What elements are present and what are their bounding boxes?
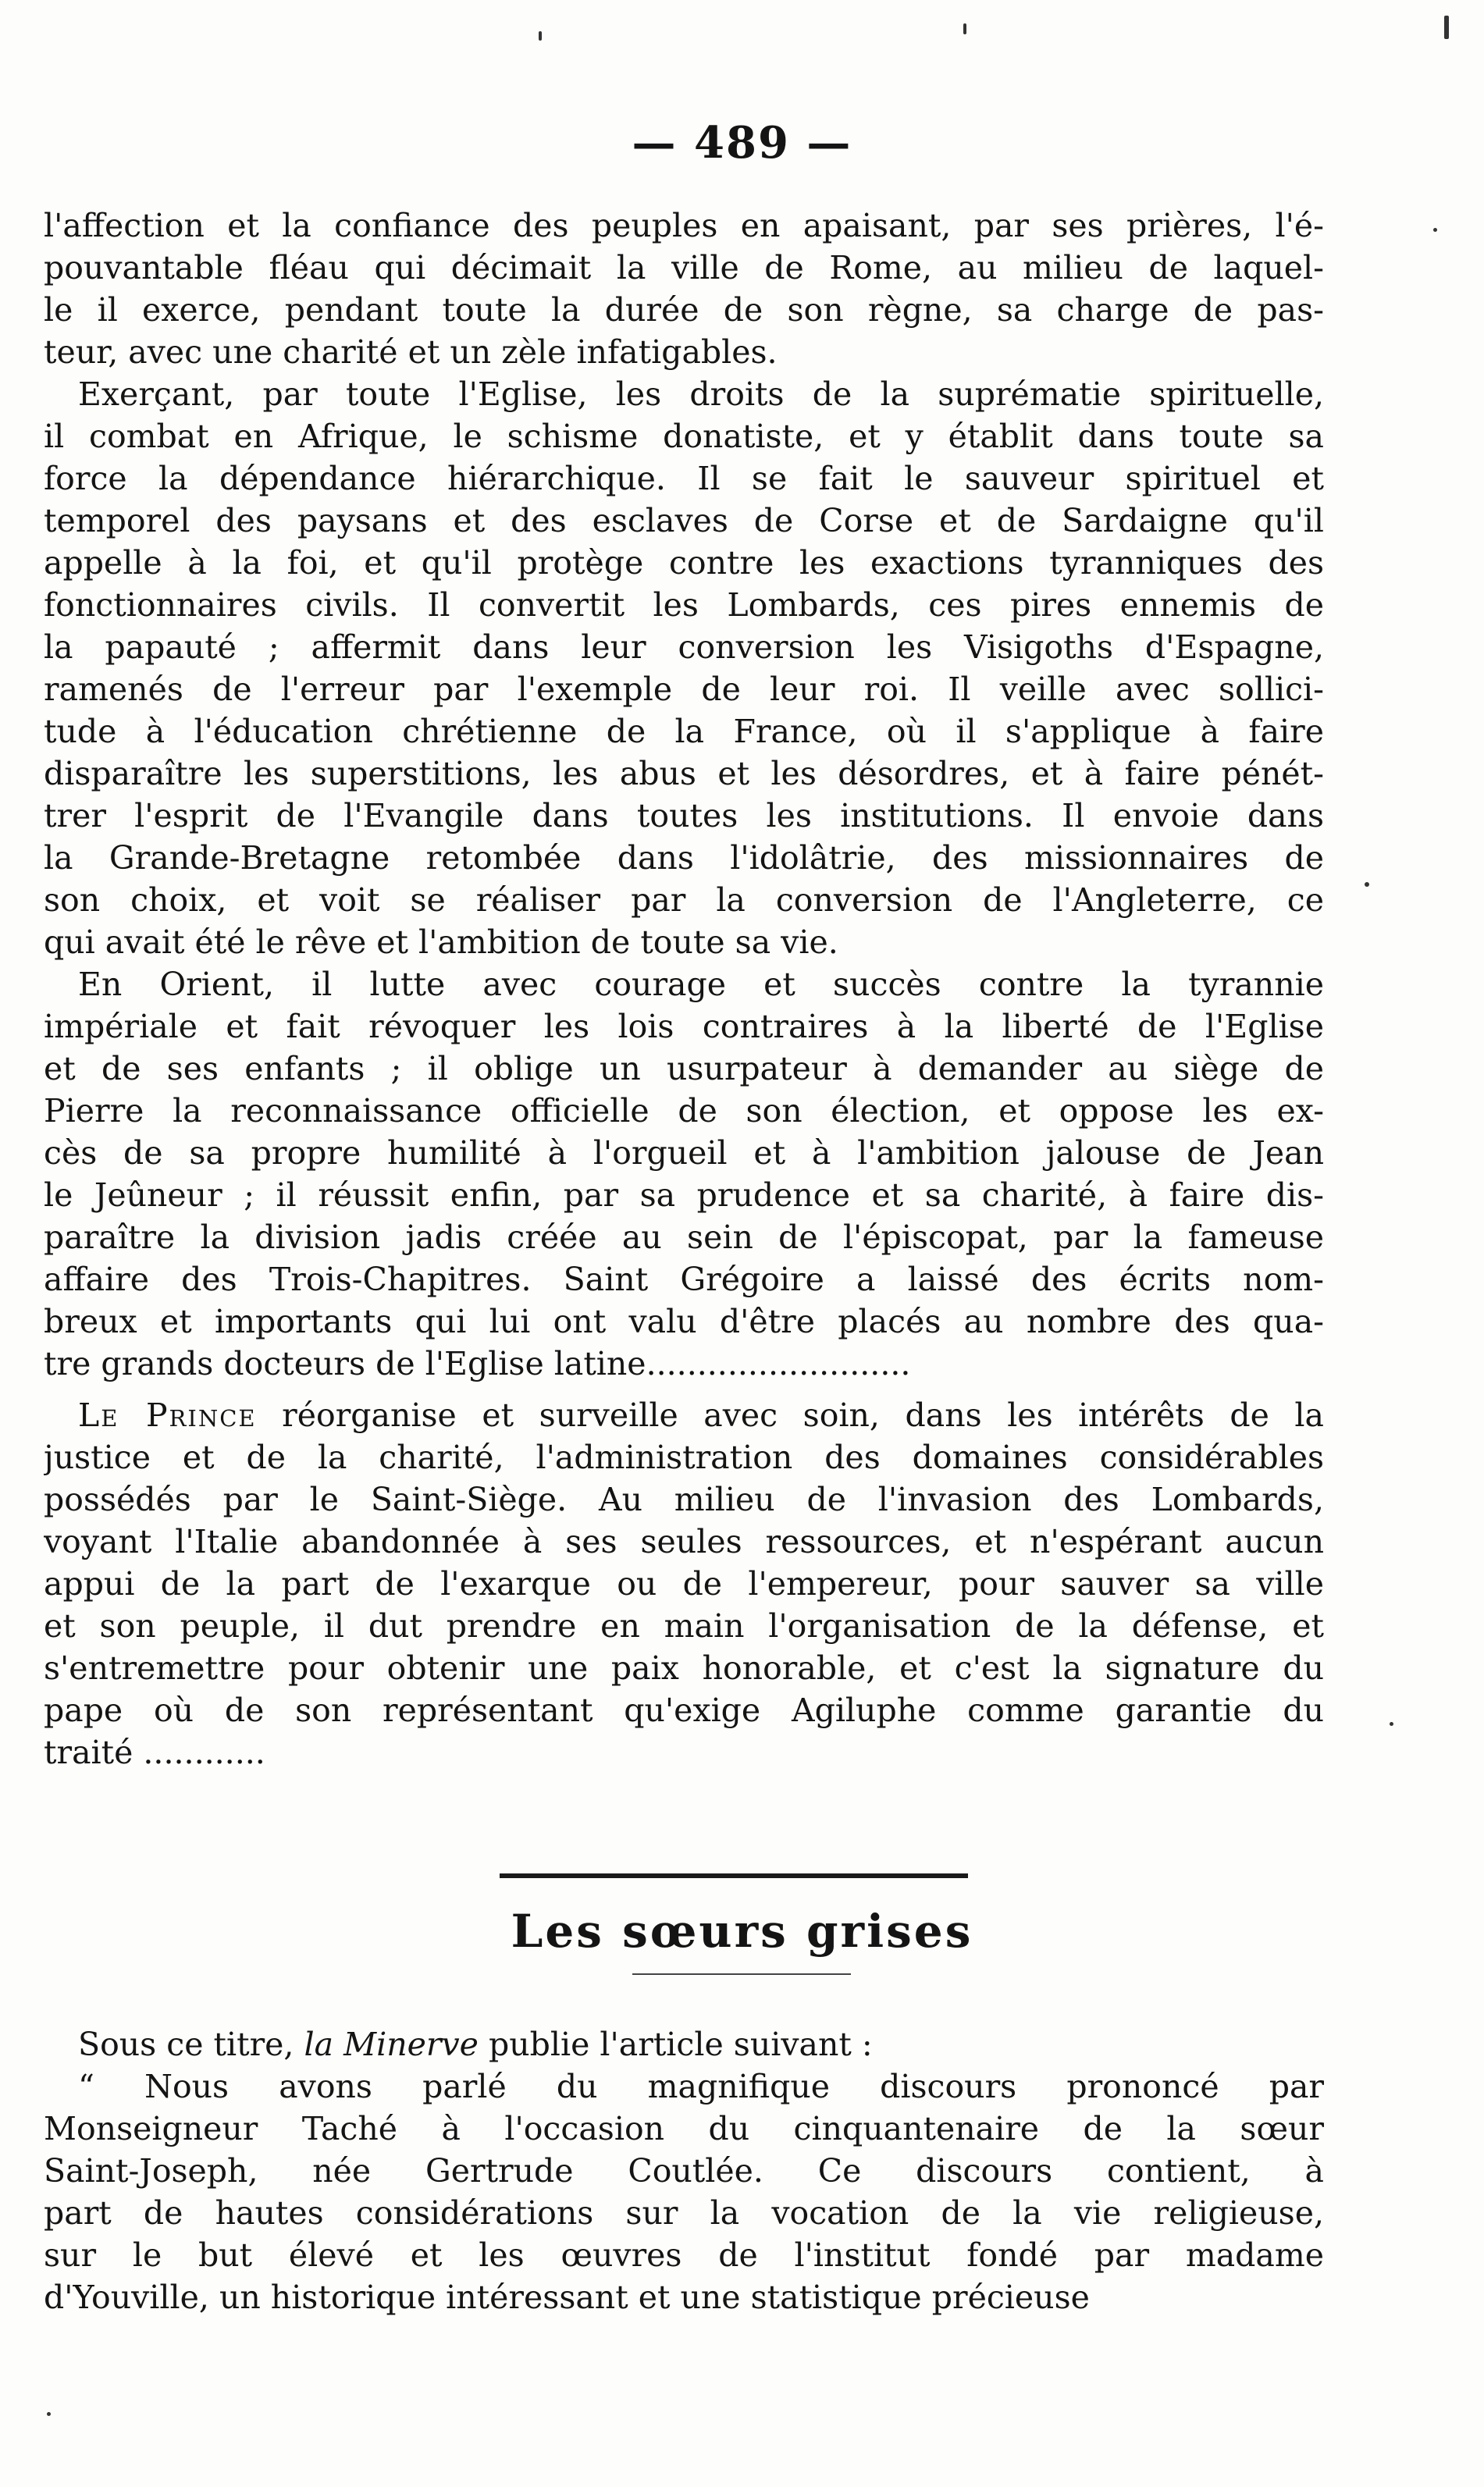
text-line: part de hautes considérations sur la vocation de la vie religieuse, — [44, 2194, 1324, 2232]
section-le-prince — [44, 1394, 1324, 1774]
article-body — [44, 2023, 1324, 2318]
text-line: paraître la division jadis créée au sein de l'épiscopat, par la fameuse — [44, 1219, 1324, 1256]
text-line: teur, avec une charité et un zèle infatigables. — [44, 333, 778, 371]
text-line: trer l'esprit de l'Evangile dans toutes les institutions. Il envoie dans — [44, 797, 1324, 834]
text-line: le Jeûneur ; il réussit enfin, par sa prudence et sa charité, à faire dis- — [44, 1176, 1324, 1214]
scan-speck — [1433, 228, 1437, 232]
text-line: disparaître les superstitions, les abus et les désordres, et à faire pénét- — [44, 755, 1324, 792]
page-number: — 489 — — [632, 117, 852, 169]
text-line: s'entremettre pour obtenir une paix honorable, et c'est la signature du — [44, 1649, 1324, 1687]
section-gregoire-biography — [44, 205, 1324, 1385]
article-intro — [44, 2023, 1324, 2065]
text-line: son choix, et voit se réaliser par la conversion de l'Angleterre, ce — [44, 881, 1324, 919]
text-line: appelle à la foi, et qu'il protège contre les exactions tyranniques des — [44, 544, 1324, 582]
scan-speck — [1444, 16, 1449, 39]
text-line: il combat en Afrique, le schisme donatiste, et y établit dans toute sa — [44, 418, 1324, 455]
text-line: la papauté ; affermit dans leur conversion les Visigoths d'Espagne, — [44, 628, 1324, 666]
text-line: fonctionnaires civils. Il convertit les Lombards, ces pires ennemis de — [44, 586, 1324, 624]
scan-speck — [1390, 1722, 1393, 1726]
text-line: force la dépendance hiérarchique. Il se fait le sauveur spirituel et — [44, 460, 1324, 497]
intro-before: Sous ce titre, — [78, 2026, 294, 2063]
line-text: réorganise et surveille avec soin, dans les intérêts de la — [282, 1396, 1324, 1434]
intro-after: publie l'article suivant : — [488, 2026, 873, 2063]
text-line: sur le but élevé et les œuvres de l'institut fondé par madame — [44, 2236, 1324, 2274]
scan-speck — [47, 2412, 51, 2416]
source-publication: la Minerve — [304, 2026, 479, 2063]
text-line — [44, 1394, 1324, 1436]
text-line: appui de la part de l'exarque ou de l'empereur, pour sauver sa ville — [44, 1565, 1324, 1603]
text-line: ramenés de l'erreur par l'exemple de leur roi. Il veille avec sollici- — [44, 671, 1324, 708]
text-line: affaire des Trois-Chapitres. Saint Grégoire a laissé des écrits nom- — [44, 1261, 1324, 1298]
text-line: Pierre la reconnaissance officielle de son élection, et oppose les ex- — [44, 1092, 1324, 1130]
text-line: “ Nous avons parlé du magnifique discours prononcé par — [78, 2068, 1324, 2105]
text-line: pape où de son représentant qu'exige Agiluphe comme garantie du — [44, 1692, 1324, 1729]
title-ornament — [632, 1973, 851, 1975]
scan-speck — [1365, 882, 1369, 887]
text-line: pouvantable fléau qui décimait la ville de Rome, au milieu de laquel- — [44, 249, 1324, 286]
text-line: d'Youville, un historique intéressant et une statistique précieuse — [44, 2279, 1090, 2316]
text-line: cès de sa propre humilité à l'orgueil et à l'ambition jalouse de Jean — [44, 1134, 1324, 1172]
text-line: l'affection et la confiance des peuples en apaisant, par ses prières, l'é- — [44, 207, 1324, 244]
text-line: qui avait été le rêve et l'ambition de toute sa vie. — [44, 923, 838, 961]
scan-speck — [963, 23, 966, 34]
text-line: breux et importants qui lui ont valu d'être placés au nombre des qua- — [44, 1303, 1324, 1340]
article-title: Les sœurs grises — [511, 1905, 973, 1958]
text-line: temporel des paysans et des esclaves de Corse et de Sardaigne qu'il — [44, 502, 1324, 539]
text-line: la Grande-Bretagne retombée dans l'idolâtrie, des missionnaires de — [44, 839, 1324, 877]
text-line: et de ses enfants ; il oblige un usurpateur à demander au siège de — [44, 1050, 1324, 1087]
section-divider-rule — [500, 1873, 968, 1878]
text-line: le il exerce, pendant toute la durée de son règne, sa charge de pas- — [44, 291, 1324, 329]
small-caps-lead: Le Prince — [78, 1396, 257, 1434]
text-line: tude à l'éducation chrétienne de la France, où il s'applique à faire — [44, 713, 1324, 750]
scan-speck — [539, 31, 542, 41]
text-line: voyant l'Italie abandonnée à ses seules ressources, et n'espérant aucun — [44, 1523, 1324, 1560]
text-line: Exerçant, par toute l'Eglise, les droits de la suprématie spirituelle, — [78, 375, 1324, 413]
text-line: justice et de la charité, l'administration des domaines considérables — [44, 1439, 1324, 1476]
text-line: impériale et fait révoquer les lois contraires à la liberté de l'Eglise — [44, 1008, 1324, 1045]
text-line: Saint-Joseph, née Gertrude Coutlée. Ce discours contient, à — [44, 2152, 1324, 2190]
text-line: et son peuple, il dut prendre en main l'organisation de la défense, et — [44, 1607, 1324, 1645]
text-line: En Orient, il lutte avec courage et succès contre la tyrannie — [78, 966, 1324, 1003]
text-line: Monseigneur Taché à l'occasion du cinquantenaire de la sœur — [44, 2110, 1324, 2147]
text-line: traité ............ — [44, 1734, 265, 1771]
text-line: possédés par le Saint-Siège. Au milieu de l'invasion des Lombards, — [44, 1481, 1324, 1518]
text-line: tre grands docteurs de l'Eglise latine.......................... — [44, 1345, 911, 1382]
